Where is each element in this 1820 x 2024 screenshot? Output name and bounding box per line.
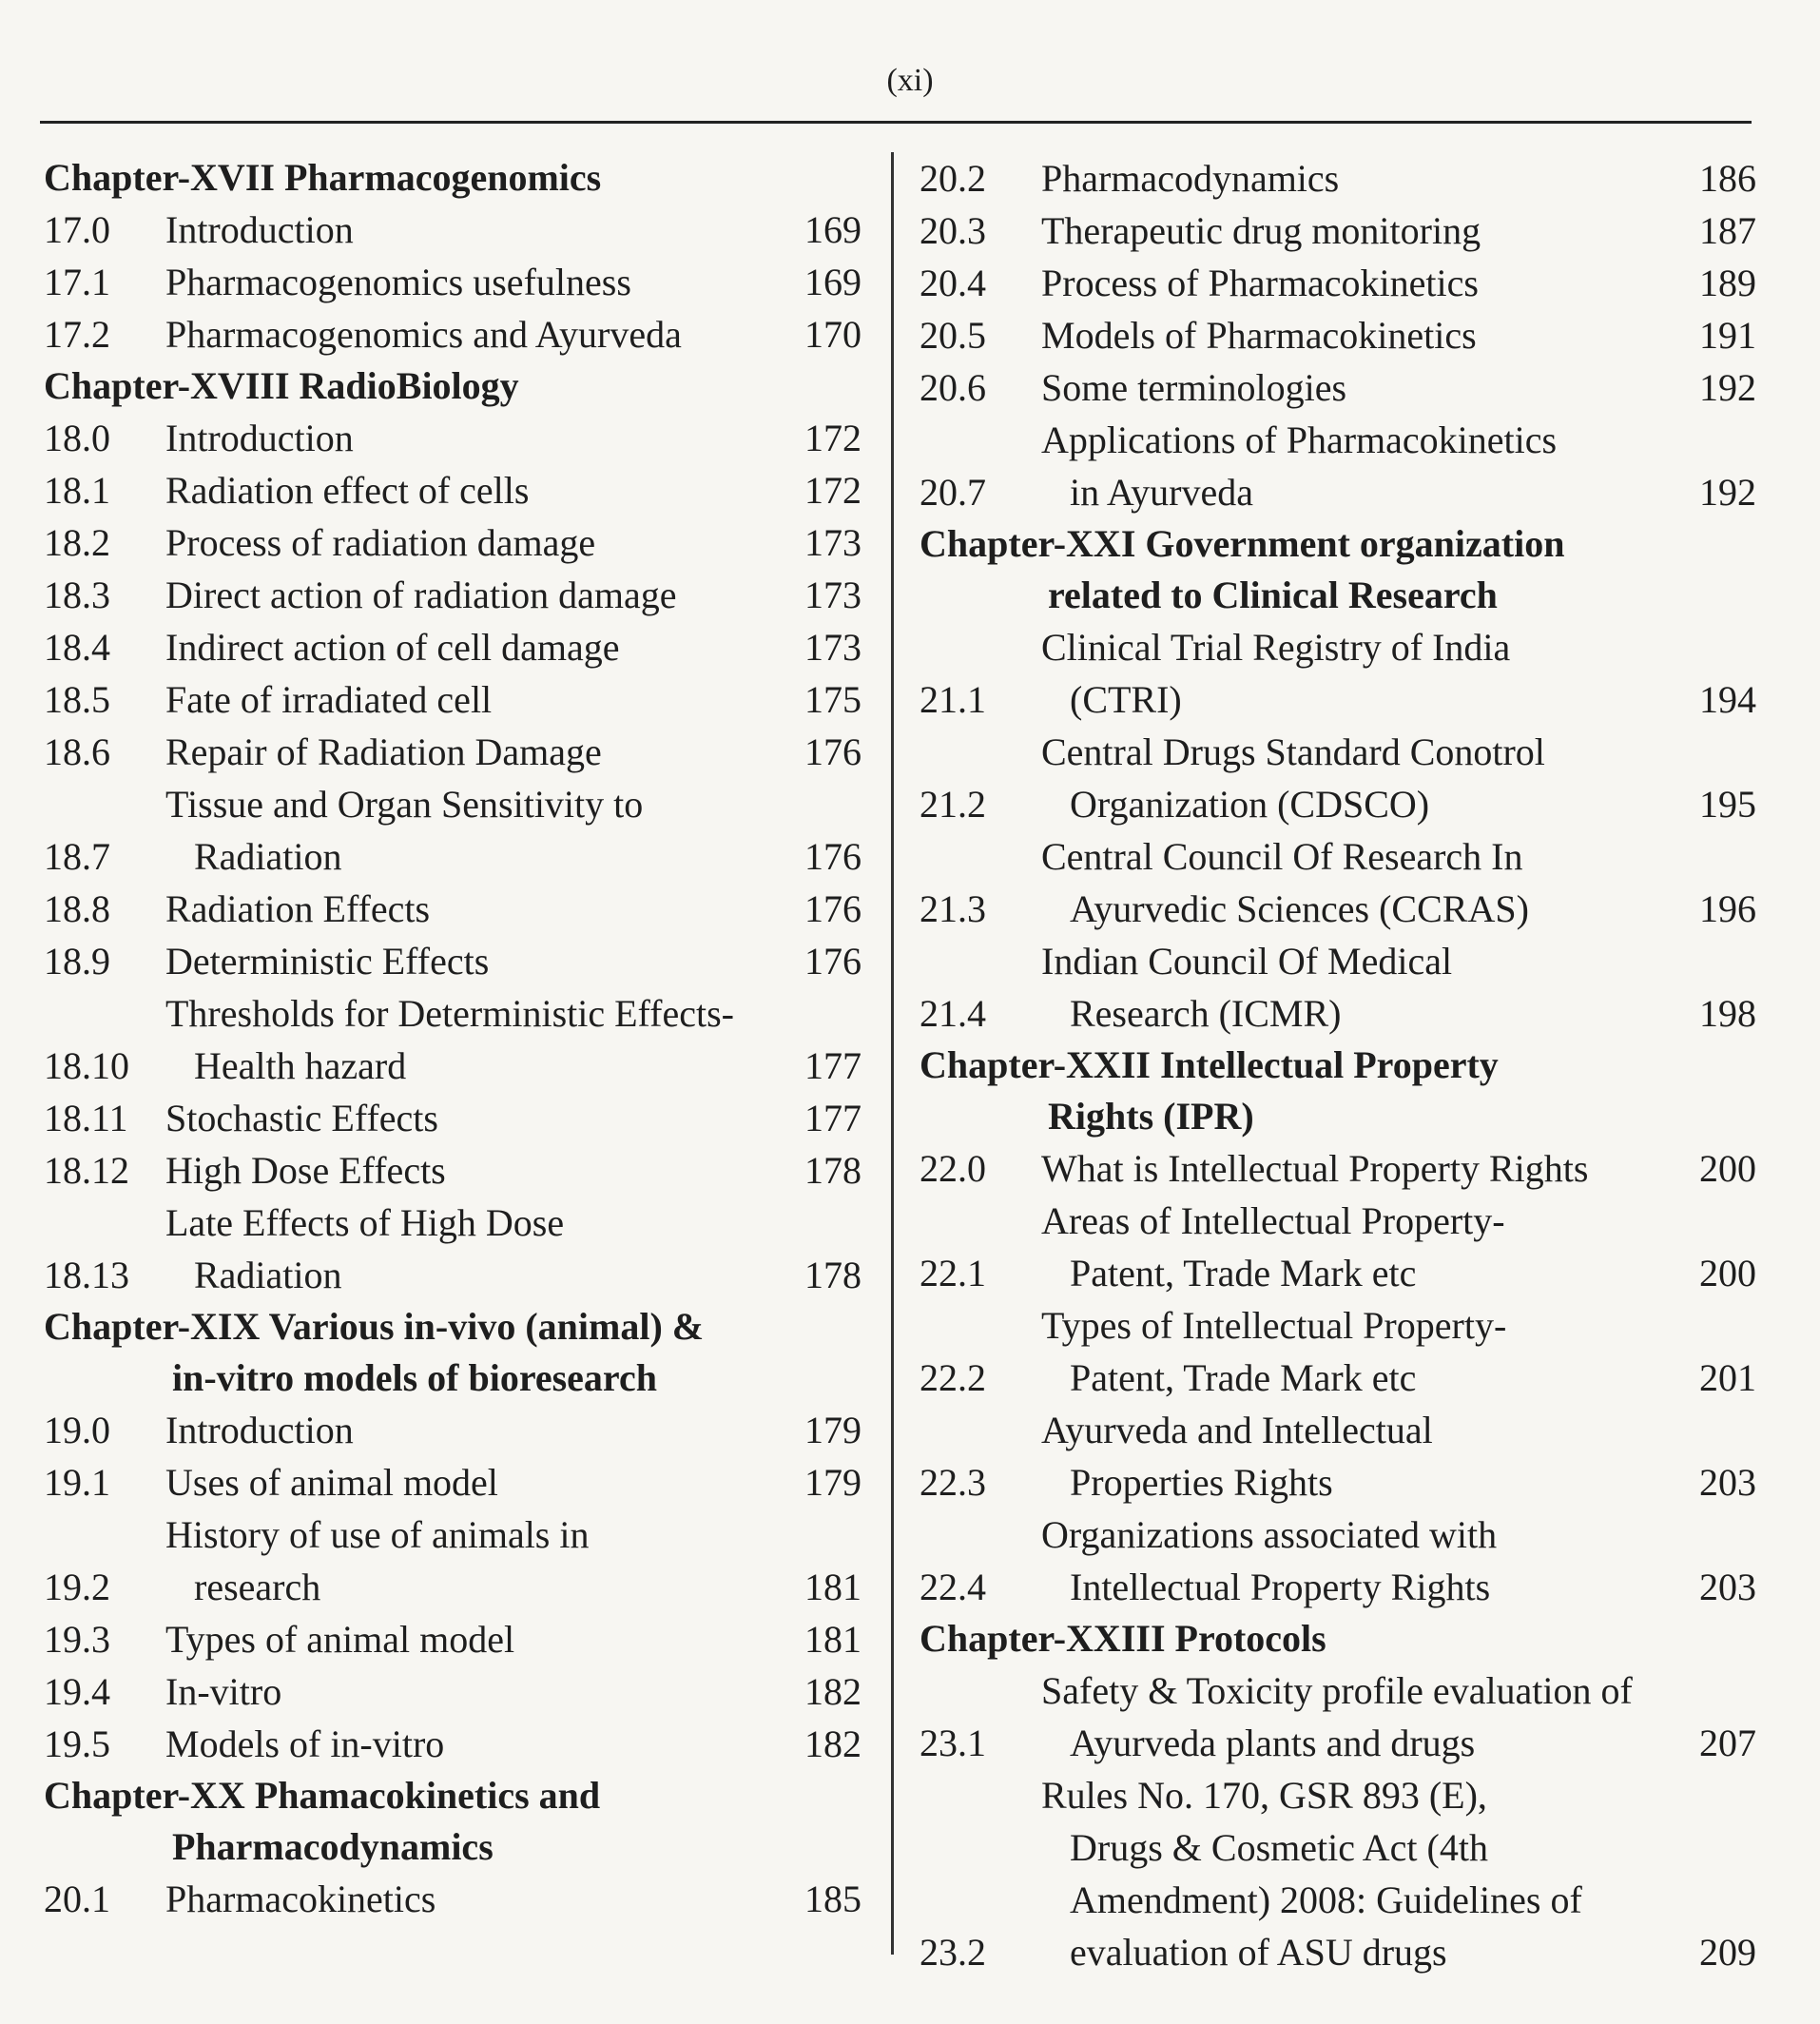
page-ref: 176 xyxy=(804,730,862,773)
page-ref: 187 xyxy=(1699,209,1756,252)
toc-entry-18-7 xyxy=(44,778,862,883)
section-number: 20.3 xyxy=(920,209,986,252)
page-ref: 176 xyxy=(804,940,862,983)
toc-entry-22-3 xyxy=(920,1404,1756,1508)
section-title-line: Organizations associated with xyxy=(1041,1513,1498,1556)
page-ref: 170 xyxy=(804,313,862,356)
section-title-line: Pharmacodynamics xyxy=(1041,157,1340,200)
section-number: 18.6 xyxy=(44,730,110,773)
section-number: 18.5 xyxy=(44,678,110,721)
page-ref: 176 xyxy=(804,887,862,930)
page-ref: 182 xyxy=(804,1670,862,1713)
section-title-line: Safety & Toxicity profile evaluation of xyxy=(1041,1669,1633,1712)
section-title-line: High Dose Effects xyxy=(165,1149,446,1192)
section-number: 20.2 xyxy=(920,157,986,200)
chapter-heading xyxy=(920,1040,1756,1142)
section-title-line: Central Council Of Research In xyxy=(1041,835,1523,878)
toc-entry-20-2 xyxy=(920,152,1756,204)
section-title xyxy=(165,935,791,987)
section-title xyxy=(1041,1404,1686,1508)
toc-entry-17-0 xyxy=(44,204,862,256)
chapter-heading-line: Pharmacodynamics xyxy=(172,1825,494,1868)
section-title-line: Indian Council Of Medical xyxy=(1041,940,1453,983)
section-title-line: Indirect action of cell damage xyxy=(165,626,620,669)
page-ref: 173 xyxy=(804,574,862,616)
section-title xyxy=(165,1613,791,1665)
section-title-line: Patent, Trade Mark etc xyxy=(1070,1356,1417,1399)
section-number: 22.0 xyxy=(920,1147,986,1190)
section-number: 21.4 xyxy=(920,992,986,1035)
section-title-line: Amendment) 2008: Guidelines of xyxy=(1070,1878,1582,1921)
section-number: 18.12 xyxy=(44,1149,129,1192)
section-title xyxy=(165,673,791,726)
section-title xyxy=(1041,935,1686,1040)
section-title xyxy=(165,726,791,778)
section-title-line: (CTRI) xyxy=(1070,678,1182,721)
section-number: 18.13 xyxy=(44,1254,129,1296)
section-title xyxy=(1041,257,1686,309)
page-ref: 172 xyxy=(804,469,862,512)
section-number: 20.6 xyxy=(920,366,986,409)
section-number: 17.2 xyxy=(44,313,110,356)
section-title-line: Patent, Trade Mark etc xyxy=(1070,1252,1417,1294)
section-title-line: Areas of Intellectual Property- xyxy=(1041,1199,1505,1242)
section-number: 21.1 xyxy=(920,678,986,721)
section-title-line: Organization (CDSCO) xyxy=(1070,783,1430,826)
section-title-line: Drugs & Cosmetic Act (4th xyxy=(1070,1826,1488,1869)
header-rule xyxy=(40,121,1752,124)
section-title-line: Radiation xyxy=(194,1254,342,1296)
page-ref: 191 xyxy=(1699,314,1756,357)
toc-entry-18-10 xyxy=(44,987,862,1092)
page-ref: 198 xyxy=(1699,992,1756,1035)
toc-entry-19-5 xyxy=(44,1718,862,1770)
toc-entry-18-0 xyxy=(44,412,862,464)
toc-entry-18-5 xyxy=(44,673,862,726)
section-title-line: Introduction xyxy=(165,208,354,251)
section-title xyxy=(1041,621,1686,726)
section-number: 18.8 xyxy=(44,887,110,930)
toc-entry-21-2 xyxy=(920,726,1756,830)
section-title-line: In-vitro xyxy=(165,1670,282,1713)
page-ref: 209 xyxy=(1699,1931,1756,1974)
page-ref: 181 xyxy=(804,1566,862,1608)
section-title-line: Health hazard xyxy=(194,1044,407,1087)
section-title-line: Types of animal model xyxy=(165,1618,515,1661)
page-ref: 176 xyxy=(804,835,862,878)
page-ref: 179 xyxy=(804,1461,862,1504)
page-ref: 169 xyxy=(804,261,862,303)
page-ref: 201 xyxy=(1699,1356,1756,1399)
toc-entry-23-1 xyxy=(920,1664,1756,1769)
section-title-line: Direct action of radiation damage xyxy=(165,574,677,616)
section-number: 18.7 xyxy=(44,835,110,878)
toc-entry-18-6 xyxy=(44,726,862,778)
page-number: (xi) xyxy=(886,63,934,98)
toc-entry-18-9 xyxy=(44,935,862,987)
toc-entry-22-1 xyxy=(920,1195,1756,1299)
chapter-heading-line: Chapter-XXII Intellectual Property xyxy=(920,1043,1499,1086)
toc-entry-22-2 xyxy=(920,1299,1756,1404)
section-number: 20.1 xyxy=(44,1878,110,1920)
toc-entry-20-1 xyxy=(44,1873,862,1925)
section-title xyxy=(1041,204,1686,257)
chapter-heading xyxy=(920,1613,1756,1664)
toc-entry-20-4 xyxy=(920,257,1756,309)
section-title-line: in Ayurveda xyxy=(1070,471,1253,514)
chapter-heading-line: Chapter-XX Phamacokinetics and xyxy=(44,1774,601,1817)
page-ref: 181 xyxy=(804,1618,862,1661)
section-number: 18.11 xyxy=(44,1097,128,1139)
section-number: 22.4 xyxy=(920,1566,986,1608)
section-number: 19.4 xyxy=(44,1670,110,1713)
section-title-line: Rules No. 170, GSR 893 (E), xyxy=(1041,1774,1487,1817)
toc-entry-20-7 xyxy=(920,414,1756,518)
section-title-line: Radiation Effects xyxy=(165,887,431,930)
chapter-heading xyxy=(44,1301,862,1404)
section-title xyxy=(165,621,791,673)
section-title-line: Ayurveda plants and drugs xyxy=(1070,1722,1476,1764)
page-ref: 169 xyxy=(804,208,862,251)
toc-entry-20-3 xyxy=(920,204,1756,257)
toc-entry-18-2 xyxy=(44,516,862,569)
section-title-line: Central Drugs Standard Conotrol xyxy=(1041,730,1545,773)
toc-entry-18-8 xyxy=(44,883,862,935)
page-ref: 186 xyxy=(1699,157,1756,200)
section-number: 18.2 xyxy=(44,521,110,564)
section-title-line: History of use of animals in xyxy=(165,1513,590,1556)
section-number: 23.1 xyxy=(920,1722,986,1764)
section-title xyxy=(1041,152,1686,204)
section-title-line: Ayurvedic Sciences (CCRAS) xyxy=(1070,887,1529,930)
chapter-heading xyxy=(44,1770,862,1873)
section-number: 18.3 xyxy=(44,574,110,616)
page-ref: 178 xyxy=(804,1254,862,1296)
page-ref: 196 xyxy=(1699,887,1756,930)
chapter-heading-line: in-vitro models of bioresearch xyxy=(172,1356,657,1399)
page-ref: 172 xyxy=(804,417,862,459)
section-title-line: Applications of Pharmacokinetics xyxy=(1041,418,1558,461)
section-number: 18.1 xyxy=(44,469,110,512)
section-title-line: Ayurveda and Intellectual xyxy=(1041,1409,1433,1451)
section-number: 18.10 xyxy=(44,1044,129,1087)
chapter-heading-line: Chapter-XXIII Protocols xyxy=(920,1617,1326,1660)
toc-entry-18-12 xyxy=(44,1144,862,1197)
section-number: 18.4 xyxy=(44,626,110,669)
section-title xyxy=(1041,1508,1686,1613)
section-title-line: What is Intellectual Property Rights xyxy=(1041,1147,1589,1190)
section-title xyxy=(165,516,791,569)
section-number: 19.3 xyxy=(44,1618,110,1661)
section-title xyxy=(1041,1195,1686,1299)
chapter-heading xyxy=(44,360,862,412)
chapter-heading-line: Chapter-XIX Various in-vivo (animal) & xyxy=(44,1305,705,1348)
section-title xyxy=(1041,830,1686,935)
toc-entry-19-2 xyxy=(44,1508,862,1613)
section-title xyxy=(165,1092,791,1144)
chapter-heading xyxy=(920,518,1756,621)
section-title xyxy=(165,464,791,516)
section-title xyxy=(1041,1769,1686,1978)
page-ref: 203 xyxy=(1699,1461,1756,1504)
toc-entry-18-4 xyxy=(44,621,862,673)
section-title xyxy=(1041,361,1686,414)
section-title xyxy=(165,1456,791,1508)
page-ref: 182 xyxy=(804,1722,862,1765)
section-title xyxy=(165,1404,791,1456)
section-title-line: Introduction xyxy=(165,1409,354,1451)
page-ref: 177 xyxy=(804,1044,862,1087)
toc-entry-18-3 xyxy=(44,569,862,621)
toc-entry-21-3 xyxy=(920,830,1756,935)
section-title-line: Properties Rights xyxy=(1070,1461,1333,1504)
section-title xyxy=(165,569,791,621)
toc-entry-19-3 xyxy=(44,1613,862,1665)
page-ref: 203 xyxy=(1699,1566,1756,1608)
section-title-line: evaluation of ASU drugs xyxy=(1070,1931,1447,1974)
page-ref: 173 xyxy=(804,626,862,669)
section-title-line: Some terminologies xyxy=(1041,366,1347,409)
page-ref: 189 xyxy=(1699,262,1756,304)
section-number: 19.2 xyxy=(44,1566,110,1608)
section-title-line: Late Effects of High Dose xyxy=(165,1201,565,1244)
section-number: 18.9 xyxy=(44,940,110,983)
chapter-heading-line: Rights (IPR) xyxy=(1048,1095,1254,1138)
toc-entry-17-1 xyxy=(44,256,862,308)
page-ref: 200 xyxy=(1699,1147,1756,1190)
section-title xyxy=(165,1197,791,1301)
section-title xyxy=(1041,1142,1686,1195)
toc-entry-19-4 xyxy=(44,1665,862,1718)
section-title-line: Process of Pharmacokinetics xyxy=(1041,262,1479,304)
section-number: 19.0 xyxy=(44,1409,110,1451)
page-ref: 192 xyxy=(1699,366,1756,409)
section-title-line: Stochastic Effects xyxy=(165,1097,438,1139)
section-title xyxy=(1041,1299,1686,1404)
toc-entry-19-0 xyxy=(44,1404,862,1456)
section-title-line: Process of radiation damage xyxy=(165,521,596,564)
chapter-heading-line: Chapter-XXI Government organization xyxy=(920,522,1565,565)
section-number: 23.2 xyxy=(920,1931,986,1974)
section-title-line: Clinical Trial Registry of India xyxy=(1041,626,1511,669)
section-title-line: research xyxy=(194,1566,321,1608)
section-title-line: Fate of irradiated cell xyxy=(165,678,493,721)
toc-entry-18-11 xyxy=(44,1092,862,1144)
section-title-line: Research (ICMR) xyxy=(1070,992,1342,1035)
page-ref: 192 xyxy=(1699,471,1756,514)
section-title-line: Thresholds for Deterministic Effects- xyxy=(165,992,734,1035)
toc-entry-18-13 xyxy=(44,1197,862,1301)
toc-right-column xyxy=(920,152,1756,1978)
toc-entry-22-0 xyxy=(920,1142,1756,1195)
section-title xyxy=(165,1873,791,1925)
section-number: 19.1 xyxy=(44,1461,110,1504)
page-ref: 195 xyxy=(1699,783,1756,826)
section-title-line: Types of Intellectual Property- xyxy=(1041,1304,1507,1347)
section-title-line: Pharmacogenomics and Ayurveda xyxy=(165,313,682,356)
toc-entry-20-6 xyxy=(920,361,1756,414)
section-number: 17.0 xyxy=(44,208,110,251)
page-ref: 178 xyxy=(804,1149,862,1192)
section-title-line: Radiation effect of cells xyxy=(165,469,530,512)
section-title-line: Tissue and Organ Sensitivity to xyxy=(165,783,644,826)
chapter-heading-line: Chapter-XVIII RadioBiology xyxy=(44,364,519,407)
section-number: 21.2 xyxy=(920,783,986,826)
chapter-heading xyxy=(44,152,862,204)
section-title xyxy=(165,412,791,464)
column-divider xyxy=(891,152,894,1955)
section-number: 20.4 xyxy=(920,262,986,304)
toc-entry-18-1 xyxy=(44,464,862,516)
section-title-line: Uses of animal model xyxy=(165,1461,498,1504)
section-title xyxy=(165,987,791,1092)
section-title-line: Pharmacogenomics usefulness xyxy=(165,261,631,303)
section-title-line: Deterministic Effects xyxy=(165,940,490,983)
toc-entry-19-1 xyxy=(44,1456,862,1508)
section-title xyxy=(165,256,791,308)
page-ref: 207 xyxy=(1699,1722,1756,1764)
section-number: 20.7 xyxy=(920,471,986,514)
section-title xyxy=(165,883,791,935)
page-ref: 173 xyxy=(804,521,862,564)
page-ref: 200 xyxy=(1699,1252,1756,1294)
section-title-line: Therapeutic drug monitoring xyxy=(1041,209,1481,252)
toc-entry-20-5 xyxy=(920,309,1756,361)
section-number: 18.0 xyxy=(44,417,110,459)
page-ref: 175 xyxy=(804,678,862,721)
page-ref: 177 xyxy=(804,1097,862,1139)
section-title xyxy=(165,778,791,883)
section-title xyxy=(1041,1664,1686,1769)
chapter-heading-line: related to Clinical Research xyxy=(1048,574,1498,616)
section-title-line: Repair of Radiation Damage xyxy=(165,730,602,773)
section-title xyxy=(1041,309,1686,361)
toc-entry-23-2 xyxy=(920,1769,1756,1978)
section-title xyxy=(165,1508,791,1613)
section-title-line: Models of Pharmacokinetics xyxy=(1041,314,1477,357)
section-title xyxy=(165,204,791,256)
page-ref: 185 xyxy=(804,1878,862,1920)
section-number: 19.5 xyxy=(44,1722,110,1765)
section-title-line: Introduction xyxy=(165,417,354,459)
page-ref: 194 xyxy=(1699,678,1756,721)
toc-entry-21-1 xyxy=(920,621,1756,726)
section-number: 22.3 xyxy=(920,1461,986,1504)
section-title xyxy=(1041,414,1686,518)
section-number: 22.2 xyxy=(920,1356,986,1399)
page-ref: 179 xyxy=(804,1409,862,1451)
section-title xyxy=(165,1665,791,1718)
section-title xyxy=(165,1144,791,1197)
section-number: 21.3 xyxy=(920,887,986,930)
toc-entry-22-4 xyxy=(920,1508,1756,1613)
section-number: 17.1 xyxy=(44,261,110,303)
toc-entry-21-4 xyxy=(920,935,1756,1040)
chapter-heading-line: Chapter-XVII Pharmacogenomics xyxy=(44,156,602,199)
toc-entry-17-2 xyxy=(44,308,862,360)
section-title xyxy=(1041,726,1686,830)
toc-left-column xyxy=(44,152,862,1925)
section-number: 22.1 xyxy=(920,1252,986,1294)
section-title xyxy=(165,1718,791,1770)
section-title-line: Pharmacokinetics xyxy=(165,1878,436,1920)
section-title-line: Radiation xyxy=(194,835,342,878)
section-number: 20.5 xyxy=(920,314,986,357)
section-title-line: Intellectual Property Rights xyxy=(1070,1566,1491,1608)
section-title xyxy=(165,308,791,360)
section-title-line: Models of in-vitro xyxy=(165,1722,445,1765)
